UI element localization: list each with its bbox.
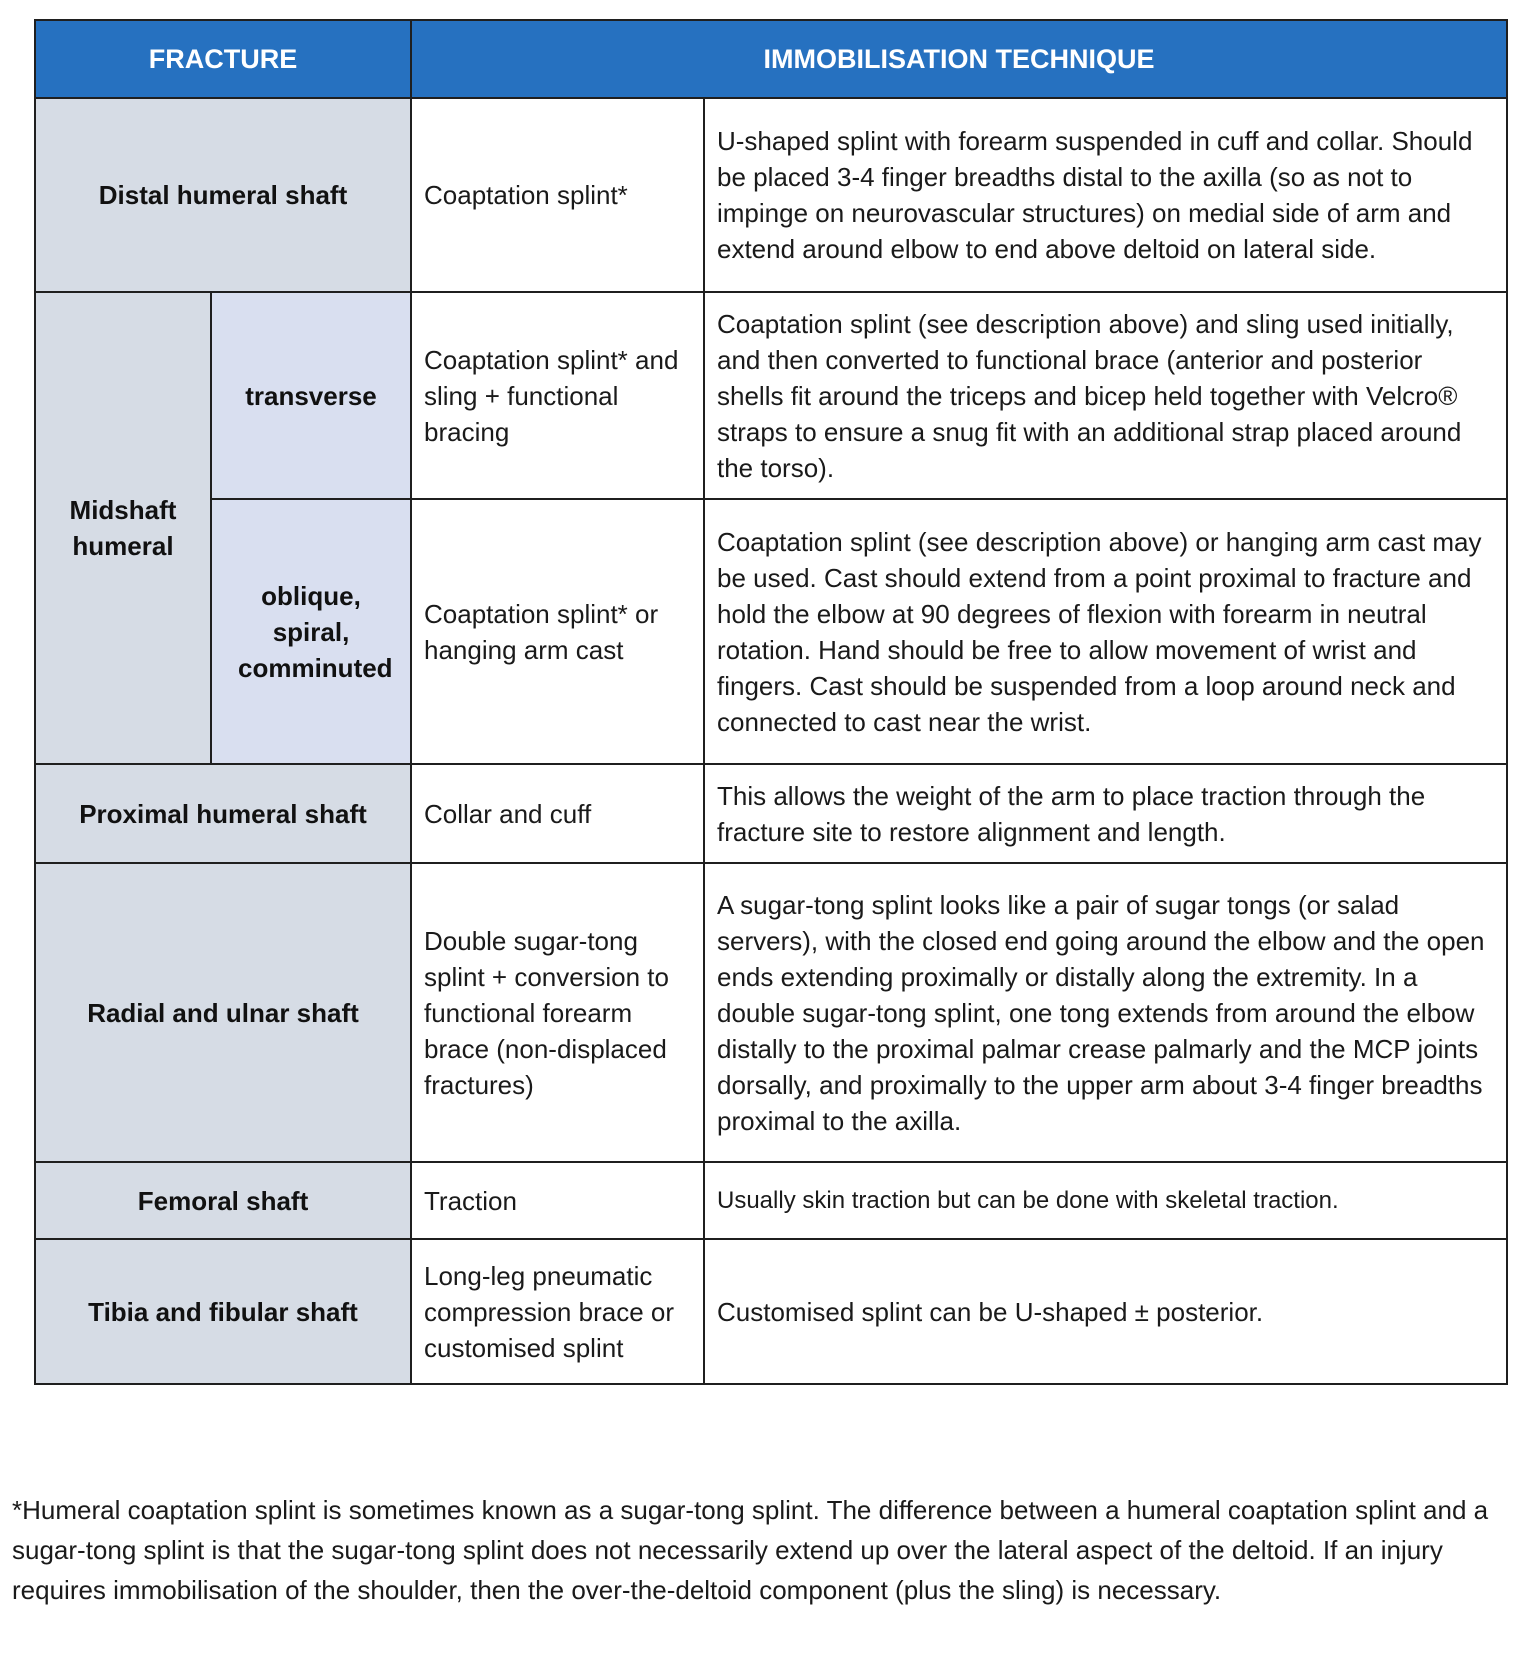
method-cell: Long-leg pneumatic compression brace or customised splint [411,1239,704,1384]
method-cell: Coaptation splint* and sling + functional bracing [411,292,704,499]
technique-column-header: IMMOBILISATION TECHNIQUE [411,20,1507,98]
fracture-cell: Radial and ulnar shaft [35,863,411,1162]
method-cell: Coaptation splint* or hanging arm cast [411,499,704,764]
fracture-cell: Tibia and fibular shaft [35,1239,411,1384]
description-cell: Usually skin traction but can be done with skeletal traction. [704,1162,1507,1239]
fracture-cell: Femoral shaft [35,1162,411,1239]
description-cell: This allows the weight of the arm to place traction through the fracture site to restore alignment and length. [704,764,1507,863]
description-cell: Coaptation splint (see description above) and sling used initially, and then converted to functional brace (anterior and posterior shells fit around the triceps and bicep held together with Velcro® straps to ensure a snug fit with an additional strap placed around the torso). [704,292,1507,499]
table-row [35,292,1507,499]
table-row [35,764,1507,863]
fracture-column-header: FRACTURE [35,20,411,98]
method-cell: Traction [411,1162,704,1239]
description-cell: U-shaped splint with forearm suspended in cuff and collar. Should be placed 3-4 finger breadths distal to the axilla (so as not to impinge on neurovascular structures) on medial side of arm and extend around elbow to end above deltoid on lateral side. [704,98,1507,292]
description-cell: A sugar-tong splint looks like a pair of sugar tongs (or salad servers), with the closed end going around the elbow and the open ends extending proximally or distally along the extremity. In a double sugar-tong splint, one tong extends from around the elbow distally to the proximal palmar crease palmarly and the MCP joints dorsally, and proximally to the upper arm about 3-4 finger breadths proximal to the axilla. [704,863,1507,1162]
table-row [35,98,1507,292]
table-row [35,1239,1507,1384]
method-cell: Coaptation splint* [411,98,704,292]
subtype-cell: transverse [211,292,411,499]
immobilisation-table [34,19,1508,1385]
fracture-cell: Proximal humeral shaft [35,764,411,863]
subtype-cell: oblique, spiral, comminuted [211,499,411,764]
footnote: *Humeral coaptation splint is sometimes known as a sugar-tong splint. The difference between a humeral coaptation splint and a sugar-tong splint is that the sugar-tong splint does not necessarily extend up over the lateral aspect of the deltoid. If an injury requires immobilisation of the shoulder, then the over-the-deltoid component (plus the sling) is necessary. [12,1495,1489,1605]
method-cell: Double sugar-tong splint + conversion to functional forearm brace (non-displaced fractures) [411,863,704,1162]
table-row [35,1162,1507,1239]
fracture-cell: Midshaft humeral [35,292,211,764]
method-cell: Collar and cuff [411,764,704,863]
description-cell: Coaptation splint (see description above) or hanging arm cast may be used. Cast should extend from a point proximal to fracture and hold the elbow at 90 degrees of flexion with forearm in neutral rotation. Hand should be free to allow movement of wrist and fingers. Cast should be suspended from a loop around neck and connected to cast near the wrist. [704,499,1507,764]
fracture-cell: Distal humeral shaft [35,98,411,292]
description-cell: Customised splint can be U-shaped ± posterior. [704,1239,1507,1384]
table-row [35,499,1507,764]
table-row [35,863,1507,1162]
table-header-row [35,20,1507,98]
